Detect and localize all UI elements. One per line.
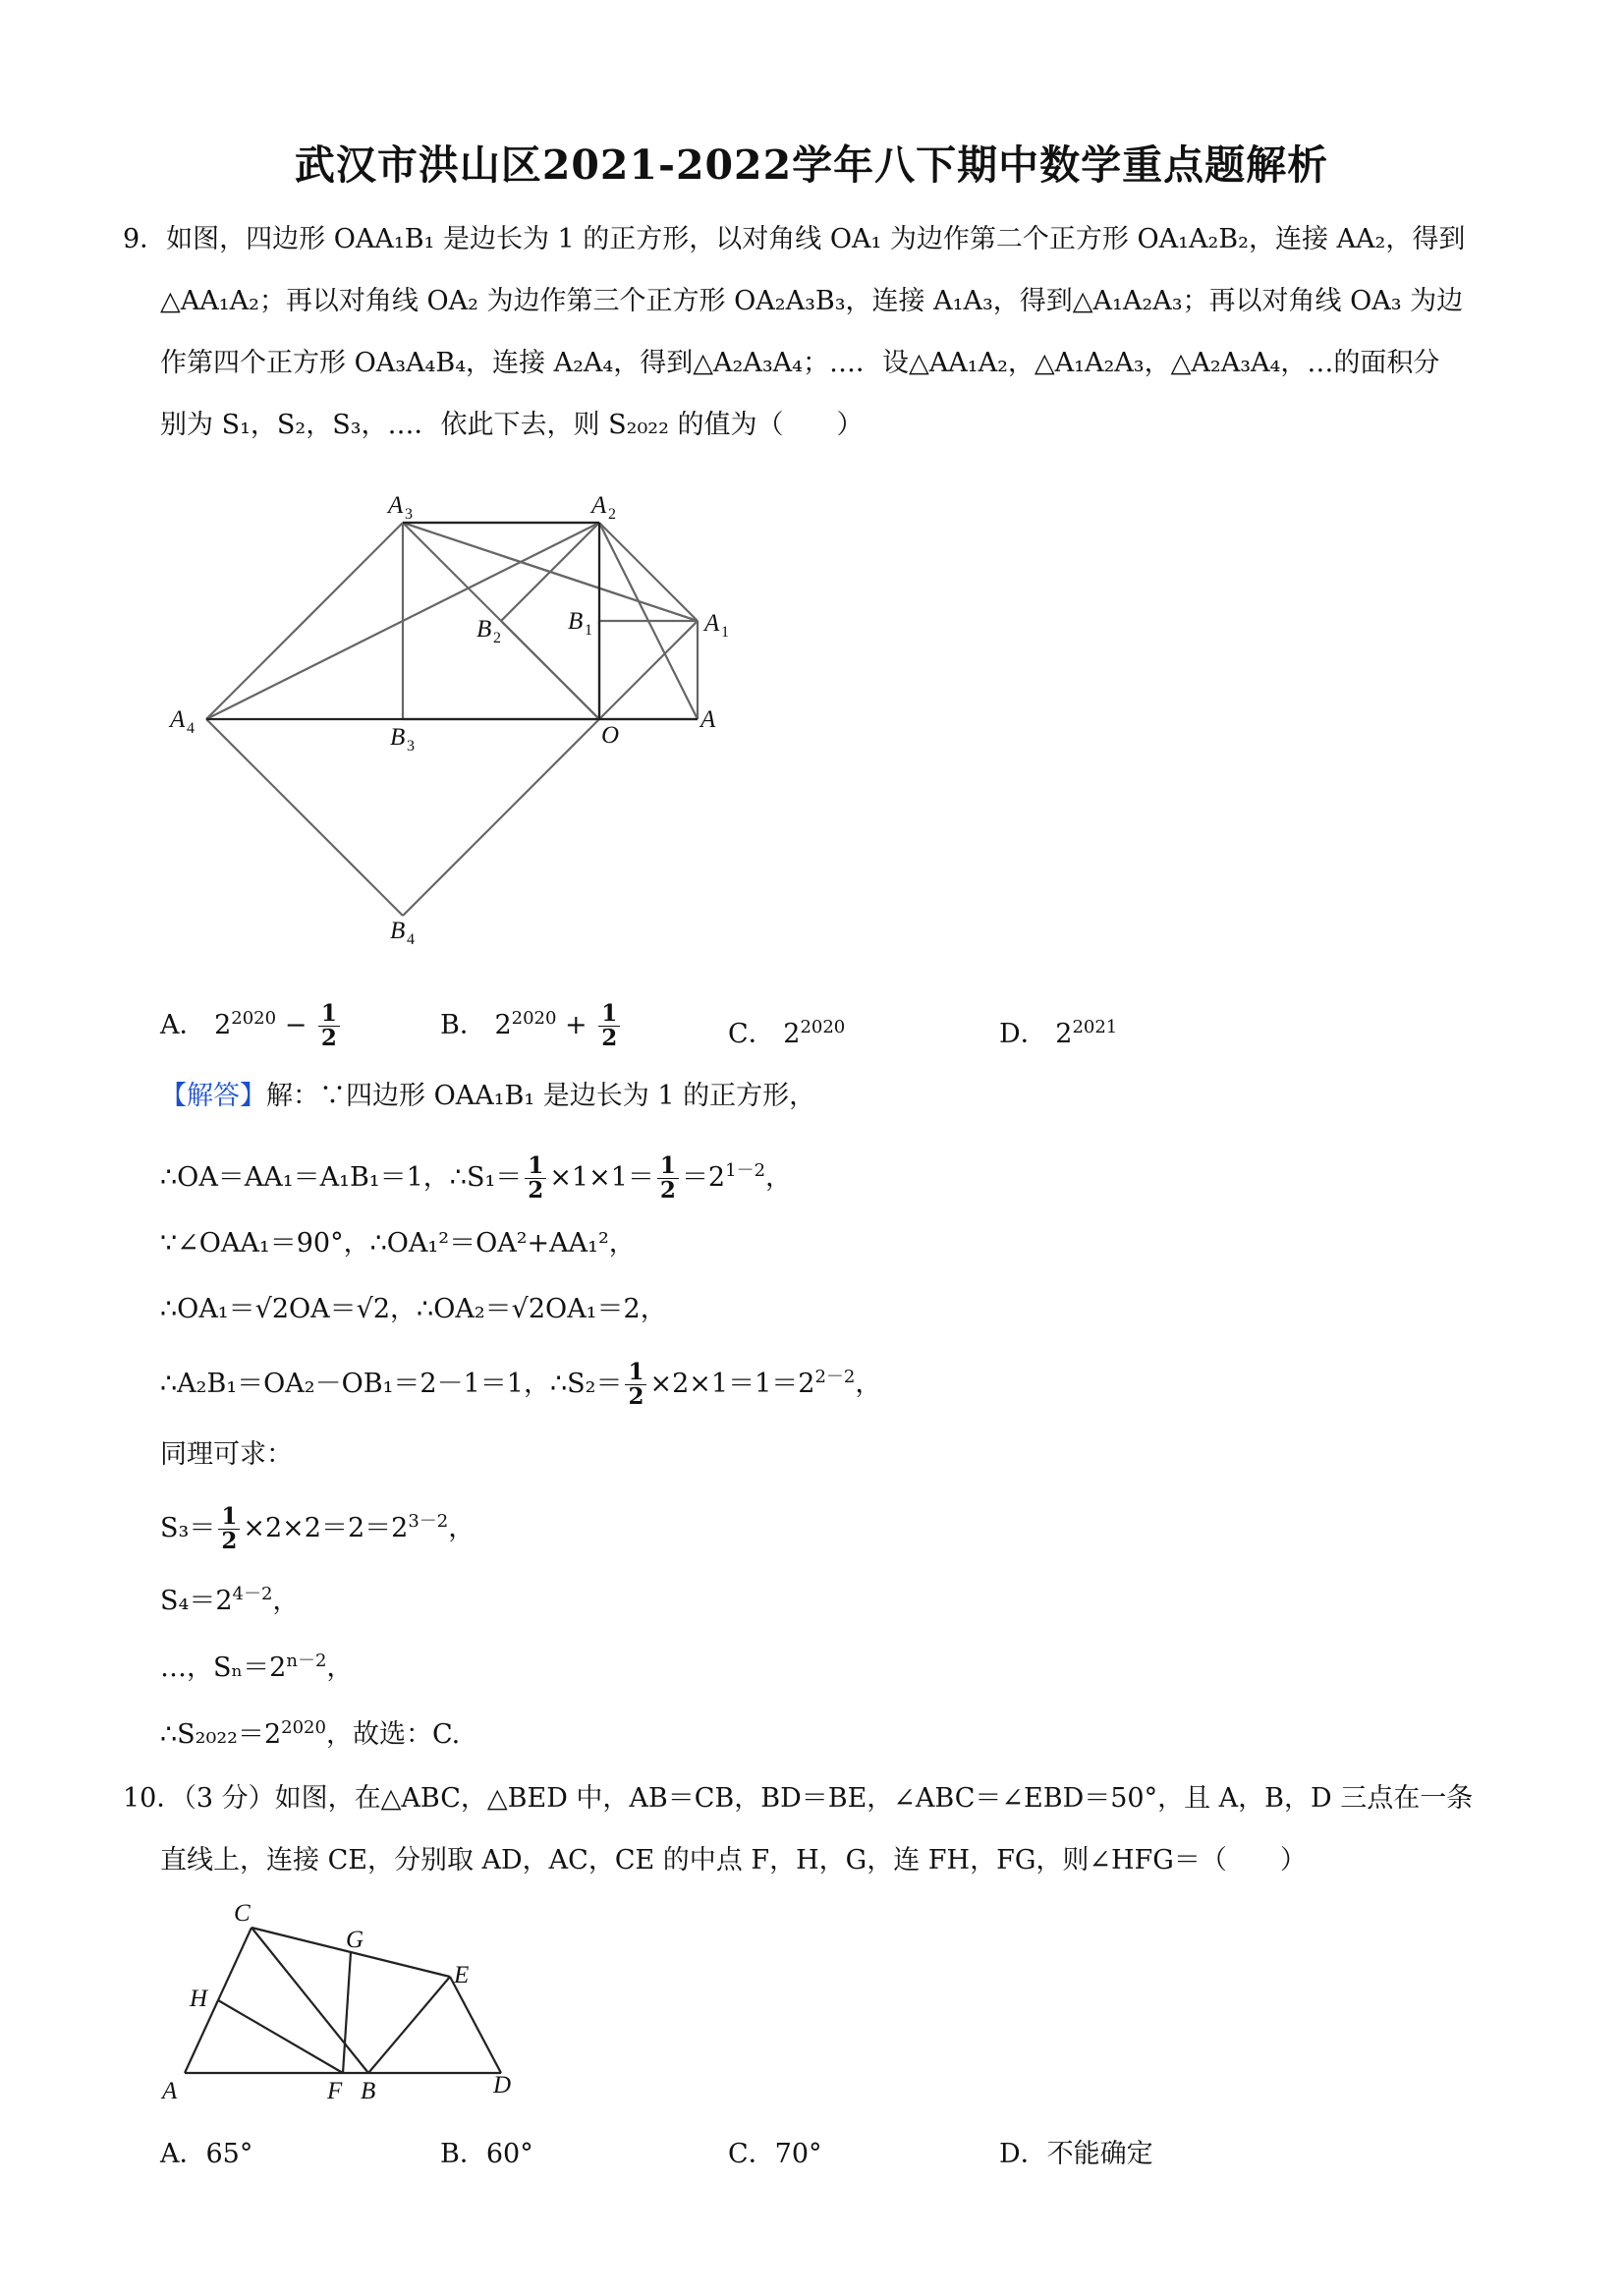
label-F: F bbox=[327, 2078, 343, 2104]
label-A3-sub: 3 bbox=[405, 506, 413, 523]
label-B3: B bbox=[390, 724, 406, 751]
solution-tag: 【解答】 bbox=[160, 1081, 266, 1111]
label-B1-sub: 1 bbox=[585, 622, 592, 639]
q9-option-a: A． $2^{2020}$ − $\frac{1}{2}$ bbox=[160, 1002, 343, 1050]
solution-line-3: ∵∠OAA₁＝90°，∴OA₁²＝OA²+AA₁²， bbox=[160, 1228, 636, 1259]
label-A1-sub: 1 bbox=[721, 624, 729, 641]
q10-option-a: A．65° bbox=[160, 2139, 253, 2169]
label-A3: A bbox=[388, 492, 404, 519]
label-B2: B bbox=[476, 616, 492, 643]
solution-line-1: 【解答】解：∵四边形 OAA₁B₁ 是边长为 1 的正方形， bbox=[160, 1081, 816, 1111]
label-A2: A bbox=[591, 492, 607, 519]
label-C: C bbox=[234, 1900, 251, 1927]
solution-line-6: 同理可求： bbox=[160, 1439, 293, 1470]
q9-line-4: 别为 S₁，S₂，S₃，…．依此下去，则 S₂₀₂₂ 的值为（ ） bbox=[160, 410, 864, 440]
q10-line-2: 直线上，连接 CE，分别取 AD，AC，CE 的中点 F，H，G，连 FH，FG，则∠HFG＝（ ） bbox=[160, 1845, 1307, 1876]
solution-line-2: ∴OA＝AA₁＝A₁B₁＝1，∴S₁＝ $\frac{1}{2}$ ×1×1＝ $\frac{1}{2}$ $=2^{1-2}$， bbox=[160, 1152, 793, 1204]
label-E: E bbox=[454, 1962, 470, 1988]
q9-option-d: D． $2^{2021}$ bbox=[999, 1017, 1118, 1049]
label-A4: A bbox=[170, 706, 186, 733]
label-A1: A bbox=[704, 610, 720, 637]
solution-line-8: $S_4=2^{4-2}$， bbox=[160, 1584, 300, 1616]
label-G: G bbox=[346, 1927, 364, 1953]
label-B10: B bbox=[361, 2078, 376, 2104]
q9-line-2: △AA₁A₂；再以对角线 OA₂ 为边作第三个正方形 OA₂A₃B₃，连接 A₁A₃，得到△A₁A₂A₃；再以对角线 OA₃ 为边 bbox=[160, 286, 1464, 316]
label-A4-sub: 4 bbox=[187, 720, 195, 737]
label-B1: B bbox=[568, 608, 584, 635]
q10-option-d: D．不能确定 bbox=[999, 2139, 1153, 2169]
solution-line-9: …，$S_n=2^{n-2}$， bbox=[160, 1651, 354, 1683]
label-H: H bbox=[190, 1986, 208, 2012]
q10-line-1: 10．（3 分）如图，在△ABC，△BED 中，AB＝CB，BD＝BE，∠ABC＝∠EBD＝50°，且 A，B，D 三点在一条 bbox=[123, 1783, 1474, 1814]
q9-line-1: 9．如图，四边形 OAA₁B₁ 是边长为 1 的正方形，以对角线 OA₁ 为边作第二个正方形 OA₁A₂B₂，连接 AA₂，得到 bbox=[123, 224, 1466, 254]
page-title: 武汉市洪山区2021-2022学年八下期中数学重点题解析 bbox=[294, 141, 1329, 189]
label-B3-sub: 3 bbox=[407, 738, 415, 755]
q9-option-b: B． $2^{2020}$ + $\frac{1}{2}$ bbox=[440, 1002, 623, 1050]
label-A10: A bbox=[162, 2078, 178, 2104]
label-B2-sub: 2 bbox=[493, 630, 501, 646]
label-A: A bbox=[700, 706, 716, 733]
solution-line-10: $\therefore S_{2022}=2^{2020}$，故选：C. bbox=[160, 1717, 461, 1750]
label-D: D bbox=[493, 2072, 512, 2099]
label-B4: B bbox=[390, 918, 406, 944]
solution-line-4: ∴OA₁＝√2OA＝√2，∴OA₂＝√2OA₁＝2， bbox=[160, 1294, 667, 1324]
label-B4-sub: 4 bbox=[407, 931, 415, 948]
q10-option-c: C．70° bbox=[728, 2139, 822, 2169]
q9-option-c: C． $2^{2020}$ bbox=[728, 1017, 846, 1049]
solution-line-7: S₃＝ $\frac{1}{2}$ $\times 2\times 2=2=2^{3-2}$， bbox=[160, 1503, 476, 1555]
q10-option-b: B．60° bbox=[440, 2139, 533, 2169]
label-O: O bbox=[601, 722, 620, 749]
label-A2-sub: 2 bbox=[608, 506, 616, 523]
q9-line-3: 作第四个正方形 OA₃A₄B₄，连接 A₂A₄，得到△A₂A₃A₄；…．设△AA₁A₂，△A₁A₂A₃，△A₂A₃A₄，…的面积分 bbox=[160, 348, 1440, 378]
solution-line-5: ∴A₂B₁＝OA₂－OB₁＝2－1＝1，∴S₂＝ $\frac{1}{2}$ $\times 2\times 1=1=2^{2-2}$， bbox=[160, 1359, 882, 1411]
